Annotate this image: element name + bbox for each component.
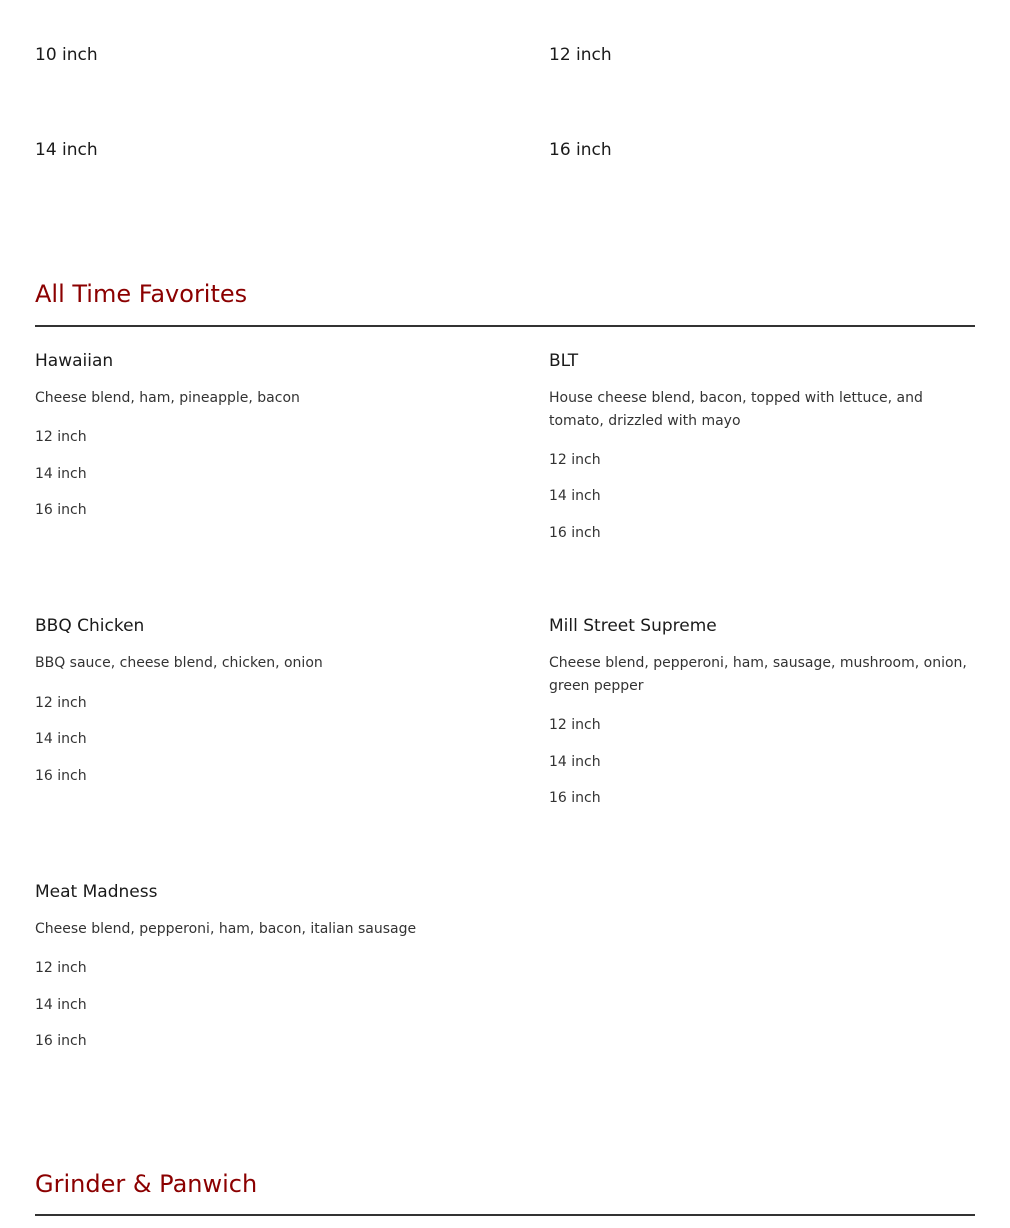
size-option[interactable]: 14 inch: [35, 466, 87, 482]
menu-item-description: BBQ sauce, cheese blend, chicken, onion: [35, 655, 323, 671]
size-option[interactable]: 14 inch: [35, 997, 87, 1013]
menu-item-description: House cheese blend, bacon, topped with lettuce, and tomato, drizzled with mayo: [549, 390, 923, 429]
size-option[interactable]: 16 inch: [35, 768, 87, 784]
menu-item-name[interactable]: BBQ Chicken: [35, 616, 145, 636]
size-option[interactable]: 12 inch: [549, 452, 601, 468]
size-option[interactable]: 16 inch: [35, 502, 87, 518]
section-divider: [35, 325, 975, 327]
menu-item-name[interactable]: Mill Street Supreme: [549, 616, 717, 636]
menu-item-description: Cheese blend, pepperoni, ham, sausage, mushroom, onion, green pepper: [549, 655, 967, 694]
size-option[interactable]: 12 inch: [35, 960, 87, 976]
size-option[interactable]: 14 inch: [35, 731, 87, 747]
menu-item-name[interactable]: Hawaiian: [35, 351, 114, 371]
size-option[interactable]: 12 inch: [549, 45, 612, 65]
size-option[interactable]: 14 inch: [35, 140, 98, 160]
size-option[interactable]: 12 inch: [35, 695, 87, 711]
size-option[interactable]: 16 inch: [549, 525, 601, 541]
size-option[interactable]: 12 inch: [549, 717, 601, 733]
size-option[interactable]: 16 inch: [549, 790, 601, 806]
menu-item-description: Cheese blend, pepperoni, ham, bacon, italian sausage: [35, 921, 417, 937]
menu-item-name[interactable]: Meat Madness: [35, 882, 158, 902]
size-option[interactable]: 14 inch: [549, 754, 601, 770]
section-title: Grinder & Panwich: [35, 1170, 258, 1198]
section-title: All Time Favorites: [35, 280, 248, 308]
size-option[interactable]: 16 inch: [35, 1033, 87, 1049]
size-option[interactable]: 14 inch: [549, 488, 601, 504]
size-option[interactable]: 16 inch: [549, 140, 612, 160]
menu-item-name[interactable]: BLT: [549, 351, 579, 371]
size-option[interactable]: 10 inch: [35, 45, 98, 65]
size-option[interactable]: 12 inch: [35, 429, 87, 445]
menu-item-description: Cheese blend, ham, pineapple, bacon: [35, 390, 300, 406]
section-divider: [35, 1214, 975, 1216]
